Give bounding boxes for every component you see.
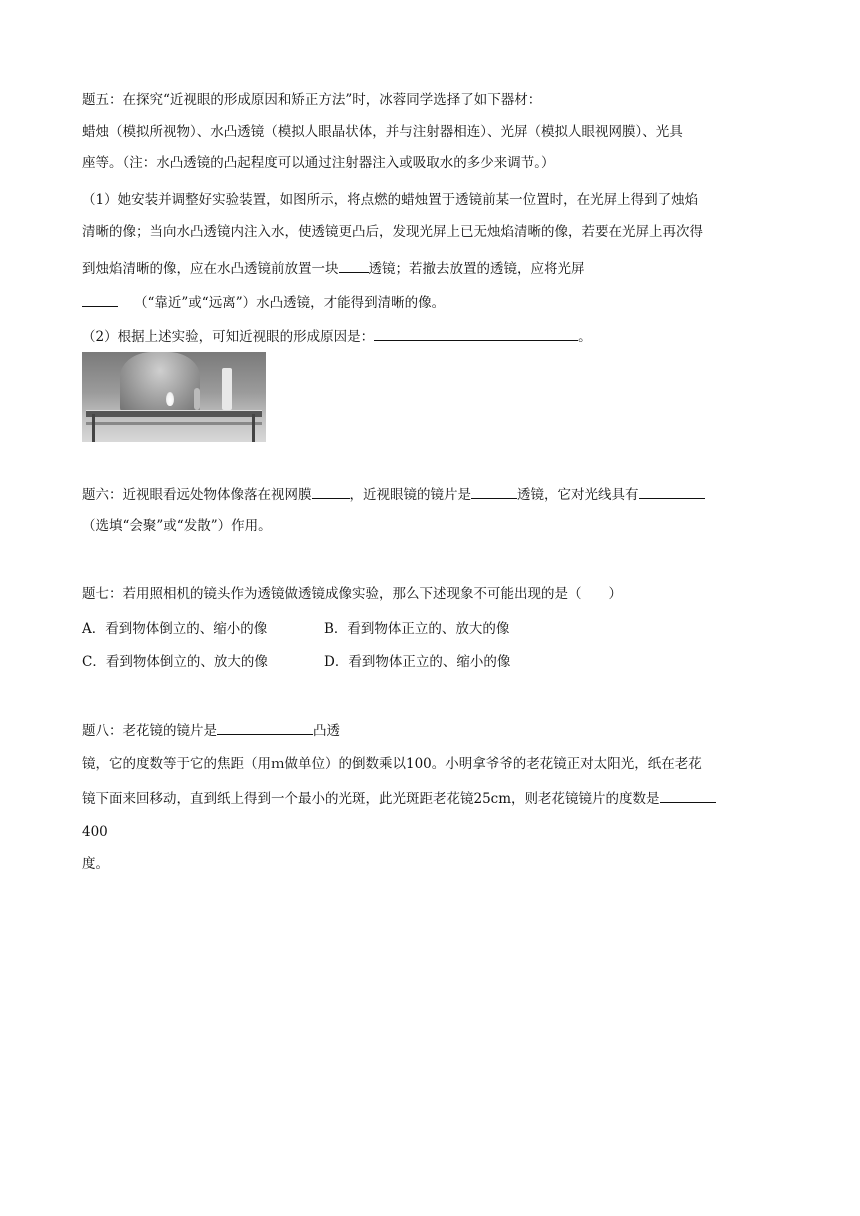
q5-part1-line3-text-a: 到烛焰清晰的像，应在水凸透镜前放置一块 (82, 261, 339, 277)
q7-option-b[interactable]: B．看到物体正立的、放大的像 (324, 621, 510, 637)
q6-line1 (82, 484, 705, 505)
q5-part1-line4-text: （“靠近”或“远离”）水凸透镜，才能得到清晰的像。 (134, 295, 446, 311)
q8-line1-text-a: 题八：老花镜的镜片是 (82, 723, 217, 739)
q5-part1-line1: （1）她安装并调整好实验装置，如图所示，将点燃的蜡烛置于透镜前某一位置时，在光屏上得到了烛焰 (82, 192, 699, 208)
q8-line1-text-b: 凸透 (313, 723, 340, 739)
answer-blank[interactable] (471, 484, 517, 499)
light-screen (222, 368, 232, 410)
optical-bench-rail (86, 410, 262, 417)
q5-part2-text-b: 。 (578, 329, 592, 345)
experimenter-figure (120, 352, 200, 414)
candle-flame (166, 392, 174, 406)
answer-blank[interactable] (639, 484, 705, 499)
bench-leg (252, 414, 255, 442)
q6-line1-text-b: ，近视眼镜的镜片是 (349, 487, 471, 503)
q8-line2: 镜，它的度数等于它的焦距（用ｍ做单位）的倒数乘以100。小明拿爷爷的老花镜正对太阳光，纸在老花 (82, 756, 702, 772)
q5-materials-line1: 蜡烛（模拟所视物）、水凸透镜（模拟人眼晶状体，并与注射器相连）、光屏（模拟人眼视网膜）、光具 (82, 124, 683, 140)
q7-option-a[interactable]: A．看到物体倒立的、缩小的像 (82, 621, 268, 637)
q8-line3-text: 镜下面来回移动，直到纸上得到一个最小的光斑，此光斑距老花镜25cm，则老花镜镜片的度数是 (82, 791, 660, 807)
q5-materials-line2: 座等。（注：水凸透镜的凸起程度可以通过注射器注入或吸取水的多少来调节。） (82, 155, 555, 171)
q7-option-d[interactable]: D．看到物体正立的、缩小的像 (324, 654, 511, 670)
water-lens (194, 388, 200, 410)
bench-leg (92, 414, 95, 442)
q5-part1-line3 (82, 258, 585, 279)
q5-part1-line3-text-b: 透镜；若撤去放置的透镜，应将光屏 (368, 261, 585, 277)
q5-part1-line4 (82, 292, 445, 313)
optical-bench-base (86, 422, 262, 425)
answer-blank[interactable] (312, 484, 350, 499)
q5-part2 (82, 326, 592, 347)
answer-blank[interactable] (217, 720, 313, 735)
q5-intro: 题五：在探究“近视眼的形成原因和矫正方法”时，冰蓉同学选择了如下器材： (82, 92, 542, 108)
q6-line1-text-a: 题六：近视眼看远处物体像落在视网膜 (82, 487, 312, 503)
q7-option-c[interactable]: C．看到物体倒立的、放大的像 (82, 654, 268, 670)
q5-part1-line2: 清晰的像；当向水凸透镜内注入水，使透镜更凸后，发现光屏上已无烛焰清晰的像，若要在光屏上再次得 (82, 224, 703, 240)
q8-line1 (82, 720, 340, 741)
experiment-photo (82, 352, 266, 442)
q8-answer: 400 (82, 824, 108, 840)
q7-question: 题七：若用照相机的镜头作为透镜做透镜成像实验，那么下述现象不可能出现的是（ ） (82, 586, 622, 602)
q6-line2: （选填“会聚”或“发散”）作用。 (82, 518, 272, 534)
answer-blank[interactable] (339, 258, 369, 273)
answer-blank[interactable] (82, 292, 118, 307)
answer-blank[interactable] (374, 326, 578, 341)
q6-line1-text-c: 透镜，它对光线具有 (517, 487, 639, 503)
q8-line3 (82, 788, 716, 809)
q5-part2-text-a: （2）根据上述实验，可知近视眼的形成原因是： (82, 329, 375, 345)
q8-line5: 度。 (82, 856, 109, 872)
answer-blank[interactable] (660, 788, 716, 803)
